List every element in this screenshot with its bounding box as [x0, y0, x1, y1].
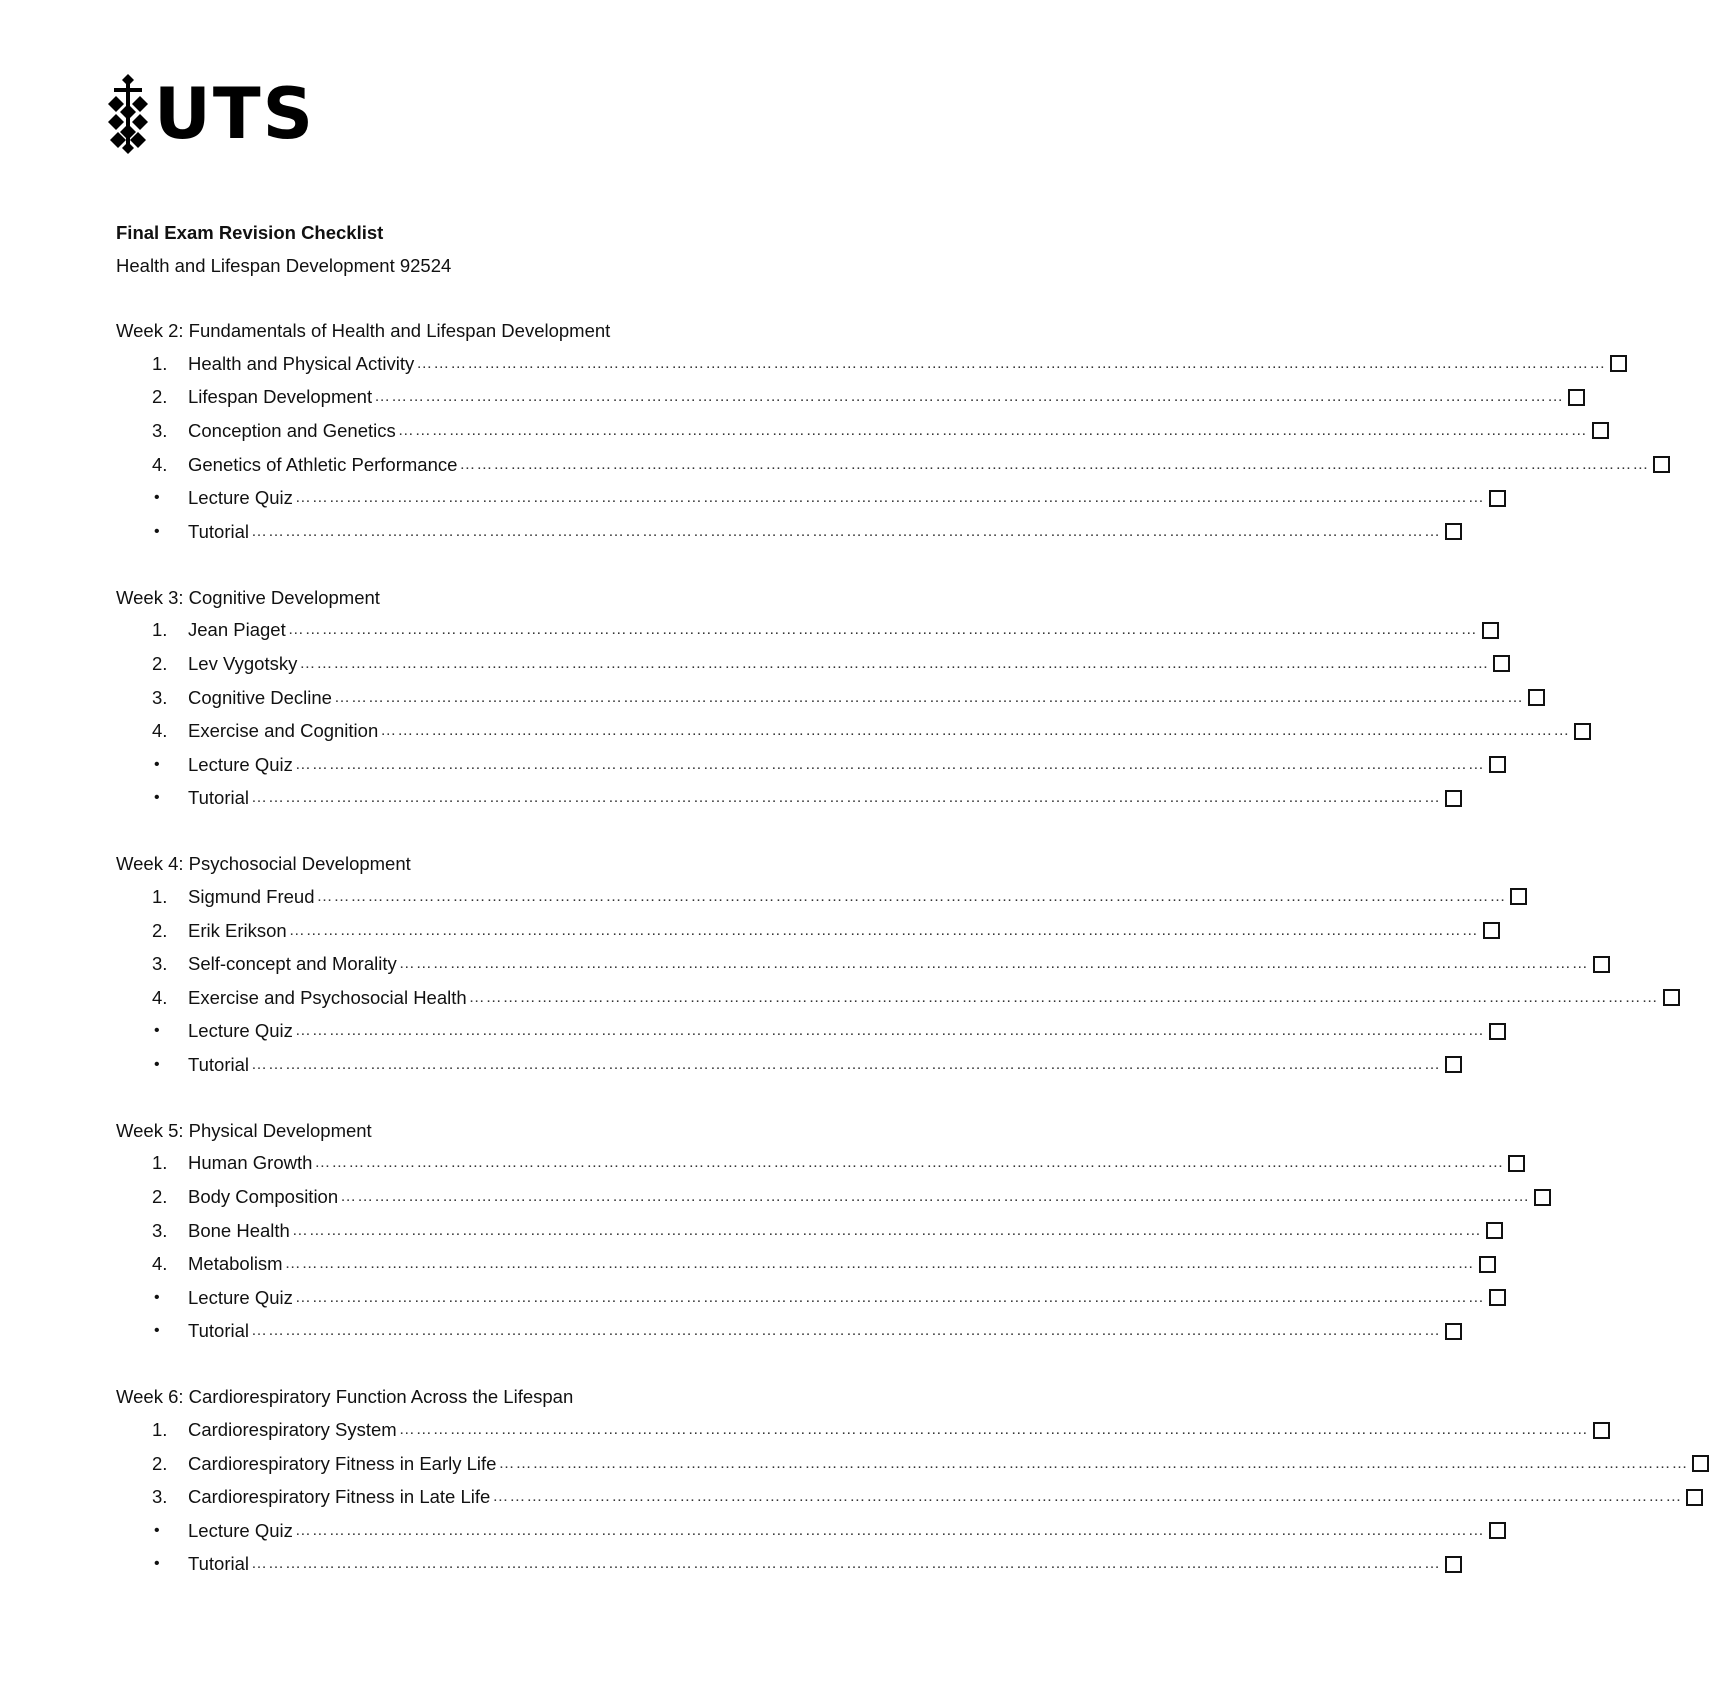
checkbox[interactable] — [1568, 389, 1585, 406]
item-label: Lecture Quiz — [188, 753, 293, 775]
item-label: Jean Piaget — [188, 619, 286, 641]
number-marker: 2. — [152, 652, 168, 674]
checklist-item — [116, 1147, 1505, 1181]
uts-logo — [108, 74, 315, 154]
dot-leader: ………………………………………………………………………………………………………………………………………………………………………………………… — [251, 522, 1442, 540]
checklist-item — [116, 448, 1650, 482]
item-label: Lecture Quiz — [188, 1286, 293, 1308]
number-marker: 2. — [152, 386, 168, 408]
checkbox[interactable] — [1653, 456, 1670, 473]
checkbox[interactable] — [1686, 1489, 1703, 1506]
dot-leader: ………………………………………………………………………………………………………………………………………………………………………………………… — [468, 988, 1659, 1006]
checklist-item — [116, 1548, 1442, 1582]
item-label: Cardiorespiratory System — [188, 1419, 397, 1441]
checkbox[interactable] — [1483, 922, 1500, 939]
number-marker: 3. — [152, 1219, 168, 1241]
checkbox[interactable] — [1489, 756, 1506, 773]
week-section — [116, 1380, 1689, 1581]
checklist-item — [116, 1413, 1589, 1447]
checklist-item — [116, 914, 1479, 948]
checkbox[interactable] — [1445, 1323, 1462, 1340]
bullet-marker: • — [154, 1022, 160, 1040]
number-marker: 4. — [152, 986, 168, 1008]
item-label: Lecture Quiz — [188, 487, 293, 509]
bullet-marker: • — [154, 489, 160, 507]
checklist-item — [116, 414, 1588, 448]
checklist-item — [116, 880, 1507, 914]
section-heading: Week 6: Cardiorespiratory Function Across the Lifespan — [116, 1386, 574, 1408]
item-label: Lev Vygotsky — [188, 652, 298, 674]
sections-container — [116, 314, 1689, 1581]
checkbox[interactable] — [1482, 622, 1499, 639]
dot-leader: ………………………………………………………………………………………………………………………………………………………………………………………… — [416, 354, 1607, 372]
checklist-item — [116, 1447, 1689, 1481]
section-heading: Week 4: Psychosocial Development — [116, 853, 411, 875]
bullet-marker: • — [154, 789, 160, 807]
dot-leader: ………………………………………………………………………………………………………………………………………………………………………………………… — [284, 1255, 1475, 1273]
dot-leader: ………………………………………………………………………………………………………………………………………………………………………………………… — [299, 654, 1490, 672]
dot-leader: ………………………………………………………………………………………………………………………………………………………………………………………… — [498, 1454, 1689, 1472]
checkbox[interactable] — [1528, 689, 1545, 706]
item-label: Self-concept and Morality — [188, 953, 397, 975]
bullet-marker: • — [154, 755, 160, 773]
item-label: Cardiorespiratory Fitness in Late Life — [188, 1486, 491, 1508]
dot-leader: ………………………………………………………………………………………………………………………………………………………………………………………… — [380, 722, 1571, 740]
item-label: Sigmund Freud — [188, 885, 315, 907]
checkbox[interactable] — [1489, 490, 1506, 507]
document-subtitle: Health and Lifespan Development 92524 — [116, 255, 452, 276]
number-marker: 3. — [152, 686, 168, 708]
number-marker: 1. — [152, 885, 168, 907]
checklist-item — [116, 515, 1442, 549]
checklist-item — [116, 614, 1478, 648]
checklist-item — [116, 981, 1659, 1015]
item-label: Tutorial — [188, 520, 250, 542]
checklist-item — [116, 1015, 1485, 1049]
number-marker: 4. — [152, 1253, 168, 1275]
dot-leader: ………………………………………………………………………………………………………………………………………………………………………………………… — [459, 455, 1650, 473]
checklist-document — [116, 216, 1689, 1613]
week-section — [116, 847, 1659, 1082]
item-label: Lecture Quiz — [188, 1519, 293, 1541]
number-marker: 2. — [152, 1186, 168, 1208]
bullet-marker: • — [154, 1555, 160, 1573]
checklist-item — [116, 947, 1589, 981]
item-label: Tutorial — [188, 787, 250, 809]
checkbox[interactable] — [1592, 422, 1609, 439]
dot-leader: ………………………………………………………………………………………………………………………………………………………………………………………… — [492, 1488, 1683, 1506]
dot-leader: ………………………………………………………………………………………………………………………………………………………………………………………… — [294, 1022, 1485, 1040]
dot-leader: ………………………………………………………………………………………………………………………………………………………………………………………… — [287, 621, 1478, 639]
checkbox[interactable] — [1486, 1222, 1503, 1239]
bullet-marker: • — [154, 1288, 160, 1306]
section-heading: Week 3: Cognitive Development — [116, 586, 380, 608]
dot-leader: ………………………………………………………………………………………………………………………………………………………………………………………… — [251, 1555, 1442, 1573]
dot-leader: ………………………………………………………………………………………………………………………………………………………………………………………… — [294, 1521, 1485, 1539]
bullet-marker: • — [154, 522, 160, 540]
item-label: Tutorial — [188, 1553, 250, 1575]
checklist-item — [116, 1048, 1442, 1082]
number-marker: 1. — [152, 619, 168, 641]
item-label: Lecture Quiz — [188, 1020, 293, 1042]
bullet-marker: • — [154, 1055, 160, 1073]
checkbox[interactable] — [1593, 956, 1610, 973]
dot-leader: ………………………………………………………………………………………………………………………………………………………………………………………… — [294, 1288, 1485, 1306]
dot-leader: ………………………………………………………………………………………………………………………………………………………………………………………… — [316, 887, 1507, 905]
logo-wordmark: UTS — [154, 73, 316, 155]
checkbox[interactable] — [1534, 1189, 1551, 1206]
uts-crest-icon — [108, 74, 148, 154]
item-label: Cognitive Decline — [188, 686, 332, 708]
dot-leader: ………………………………………………………………………………………………………………………………………………………………………………………… — [340, 1188, 1531, 1206]
number-marker: 1. — [152, 352, 168, 374]
checkbox[interactable] — [1489, 1023, 1506, 1040]
dot-leader: ………………………………………………………………………………………………………………………………………………………………………………………… — [333, 688, 1524, 706]
checklist-item — [116, 1214, 1482, 1248]
dot-leader: ………………………………………………………………………………………………………………………………………………………………………………………… — [251, 1322, 1442, 1340]
checklist-item — [116, 1180, 1531, 1214]
number-marker: 3. — [152, 419, 168, 441]
document-title: Final Exam Revision Checklist — [116, 222, 384, 243]
dot-leader: ………………………………………………………………………………………………………………………………………………………………………………………… — [397, 421, 1588, 439]
item-label: Cardiorespiratory Fitness in Early Life — [188, 1452, 497, 1474]
checklist-item — [116, 1514, 1485, 1548]
checklist-item — [116, 481, 1485, 515]
checkbox[interactable] — [1489, 1289, 1506, 1306]
checkbox[interactable] — [1574, 723, 1591, 740]
checklist-item — [116, 748, 1485, 782]
checklist-item — [116, 1315, 1442, 1349]
checklist-item — [116, 714, 1571, 748]
checklist-item — [116, 647, 1490, 681]
checkbox[interactable] — [1445, 523, 1462, 540]
week-section — [116, 314, 1650, 549]
dot-leader: ………………………………………………………………………………………………………………………………………………………………………………………… — [374, 388, 1565, 406]
dot-leader: ………………………………………………………………………………………………………………………………………………………………………………………… — [291, 1221, 1482, 1239]
item-label: Exercise and Psychosocial Health — [188, 986, 467, 1008]
section-heading: Week 5: Physical Development — [116, 1119, 372, 1141]
week-section — [116, 1114, 1531, 1349]
checklist-item — [116, 1480, 1683, 1514]
number-marker: 3. — [152, 1486, 168, 1508]
dot-leader: ………………………………………………………………………………………………………………………………………………………………………………………… — [314, 1154, 1505, 1172]
bullet-marker: • — [154, 1521, 160, 1539]
checklist-item — [116, 1281, 1485, 1315]
week-section — [116, 581, 1571, 816]
item-label: Metabolism — [188, 1253, 283, 1275]
checklist-item — [116, 782, 1442, 816]
item-label: Tutorial — [188, 1053, 250, 1075]
item-label: Genetics of Athletic Performance — [188, 453, 458, 475]
dot-leader: ………………………………………………………………………………………………………………………………………………………………………………………… — [251, 1055, 1442, 1073]
checkbox[interactable] — [1445, 1056, 1462, 1073]
checkbox[interactable] — [1493, 655, 1510, 672]
number-marker: 3. — [152, 953, 168, 975]
checkbox[interactable] — [1510, 888, 1527, 905]
checkbox[interactable] — [1610, 355, 1627, 372]
dot-leader: ………………………………………………………………………………………………………………………………………………………………………………………… — [288, 921, 1479, 939]
item-label: Conception and Genetics — [188, 419, 396, 441]
number-marker: 2. — [152, 1452, 168, 1474]
section-heading: Week 2: Fundamentals of Health and Lifespan Development — [116, 320, 611, 341]
item-label: Human Growth — [188, 1152, 313, 1174]
dot-leader: ………………………………………………………………………………………………………………………………………………………………………………………… — [398, 1421, 1589, 1439]
dot-leader: ………………………………………………………………………………………………………………………………………………………………………………………… — [294, 755, 1485, 773]
number-marker: 1. — [152, 1152, 168, 1174]
checkbox[interactable] — [1593, 1422, 1610, 1439]
checkbox[interactable] — [1445, 1556, 1462, 1573]
dot-leader: ………………………………………………………………………………………………………………………………………………………………………………………… — [251, 789, 1442, 807]
checkbox[interactable] — [1663, 989, 1680, 1006]
checklist-item — [116, 381, 1565, 415]
dot-leader: ………………………………………………………………………………………………………………………………………………………………………………………… — [398, 955, 1589, 973]
checkbox[interactable] — [1445, 790, 1462, 807]
number-marker: 1. — [152, 1419, 168, 1441]
item-label: Tutorial — [188, 1320, 250, 1342]
item-label: Health and Physical Activity — [188, 352, 415, 374]
item-label: Bone Health — [188, 1219, 290, 1241]
checklist-item — [116, 681, 1524, 715]
checkbox[interactable] — [1489, 1522, 1506, 1539]
number-marker: 2. — [152, 919, 168, 941]
checkbox[interactable] — [1692, 1455, 1709, 1472]
item-label: Body Composition — [188, 1186, 339, 1208]
checklist-item — [116, 347, 1607, 381]
number-marker: 4. — [152, 720, 168, 742]
bullet-marker: • — [154, 1322, 160, 1340]
dot-leader: ………………………………………………………………………………………………………………………………………………………………………………………… — [294, 489, 1485, 507]
checkbox[interactable] — [1479, 1256, 1496, 1273]
checklist-item — [116, 1247, 1475, 1281]
checkbox[interactable] — [1508, 1155, 1525, 1172]
item-label: Exercise and Cognition — [188, 720, 379, 742]
item-label: Lifespan Development — [188, 386, 373, 408]
number-marker: 4. — [152, 453, 168, 475]
item-label: Erik Erikson — [188, 919, 287, 941]
